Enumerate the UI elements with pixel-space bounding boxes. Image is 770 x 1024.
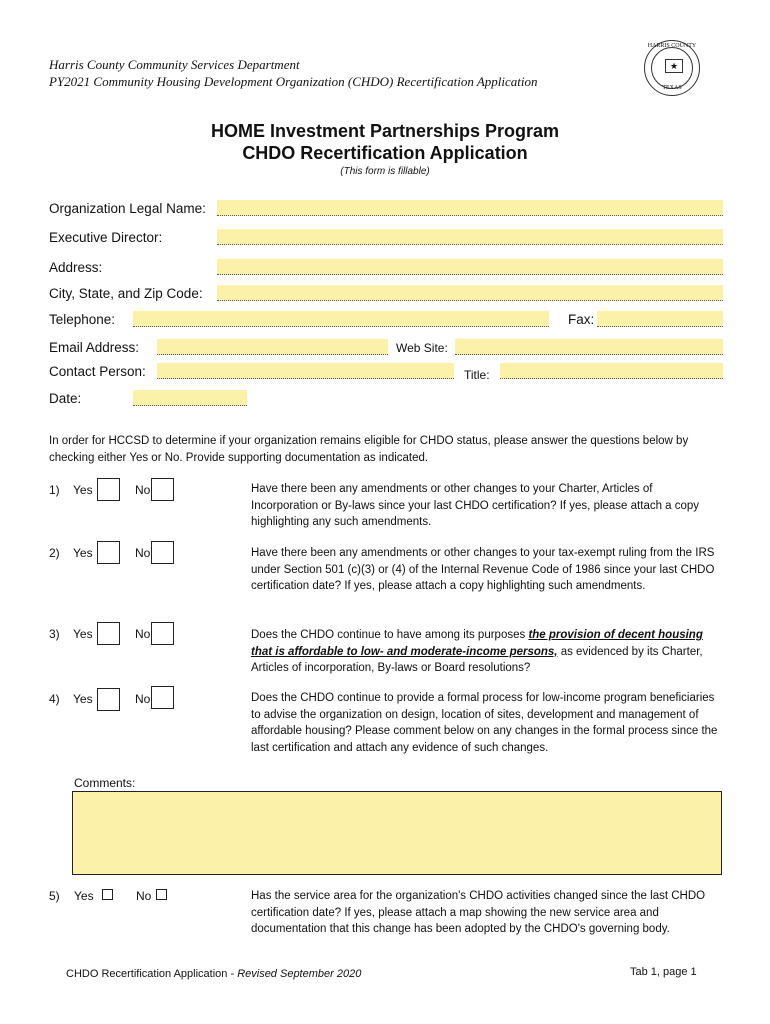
org-name-field[interactable] <box>217 200 723 216</box>
address-label: Address: <box>49 260 103 275</box>
question-3-number: 3) <box>49 627 60 641</box>
address-field[interactable] <box>217 259 723 275</box>
footer-doc-name: CHDO Recertification Application - <box>66 968 238 980</box>
question-2-number: 2) <box>49 546 60 560</box>
city-state-zip-label: City, State, and Zip Code: <box>49 286 203 301</box>
question-2-text: Have there been any amendments or other changes to your tax-exempt ruling from the IRS under Section 501 (c)(3) or (4) of the Internal Revenue Code of 1986 since your last CHDO certification date? If yes, please attach a copy highlighting such amendments. <box>251 547 715 592</box>
date-label: Date: <box>49 391 82 406</box>
question-4-number: 4) <box>49 692 60 706</box>
question-5-no-checkbox[interactable] <box>156 889 167 900</box>
question-3-no-checkbox[interactable] <box>151 622 174 645</box>
question-2-yes-checkbox[interactable] <box>97 541 120 564</box>
page-title-line2: CHDO Recertification Application <box>242 143 528 163</box>
question-5-number: 5) <box>49 889 60 903</box>
yes-label: Yes <box>73 627 93 641</box>
contact-person-field[interactable] <box>157 363 454 379</box>
website-label: Web Site: <box>396 341 448 355</box>
date-field[interactable] <box>133 390 247 406</box>
city-state-zip-field[interactable] <box>217 285 723 301</box>
question-5-text: Has the service area for the organization's CHDO activities changed since the last CHDO certification date? If yes, please attach a map showing the new service area and documentation that this change has been adopted by the CHDO's governing body. <box>251 890 706 935</box>
question-3-text <box>251 627 721 677</box>
title-label: Title: <box>464 368 490 382</box>
header-department: Harris County Community Services Department <box>49 57 300 72</box>
yes-label: Yes <box>73 692 93 706</box>
email-label: Email Address: <box>49 340 140 355</box>
question-1-no-checkbox[interactable] <box>151 478 174 501</box>
question-1-yes-checkbox[interactable] <box>97 478 120 501</box>
email-field[interactable] <box>157 339 388 355</box>
website-field[interactable] <box>455 339 723 355</box>
question-2-no-checkbox[interactable] <box>151 541 174 564</box>
seal-text-bottom: TEXAS <box>662 85 682 91</box>
telephone-label: Telephone: <box>49 312 116 327</box>
comments-textarea[interactable] <box>72 791 722 875</box>
contact-person-label: Contact Person: <box>49 364 146 379</box>
no-label: No <box>135 627 151 641</box>
no-label: No <box>135 546 151 560</box>
question-3-yes-checkbox[interactable] <box>97 622 120 645</box>
yes-label: Yes <box>73 483 93 497</box>
star-icon: ★ <box>665 59 683 73</box>
question-1-number: 1) <box>49 483 60 497</box>
yes-label: Yes <box>74 889 94 903</box>
page-title: HOME Investment Partnerships Program <box>210 121 560 141</box>
fax-field[interactable] <box>597 311 723 327</box>
no-label: No <box>135 483 151 497</box>
telephone-field[interactable] <box>133 311 549 327</box>
exec-director-field[interactable] <box>217 229 723 245</box>
exec-director-label: Executive Director: <box>49 230 163 245</box>
comments-label: Comments: <box>74 776 136 790</box>
question-4-text: Does the CHDO continue to provide a formal process for low-income program beneficiaries to advise the organization on design, location of sites, development and management of affordable housing? Please comment below on any changes in the formal process since the last certification and attach any evidence of such changes. <box>251 692 718 754</box>
question-4-no-checkbox[interactable] <box>151 686 174 709</box>
header-program: PY2021 Community Housing Development Organization (CHDO) Recertification Application <box>49 74 538 89</box>
fax-label: Fax: <box>568 312 595 327</box>
footer-page-number: Tab 1, page 1 <box>630 966 697 978</box>
question-1-text: Have there been any amendments or other changes to your Charter, Articles of Incorporation or By-laws since your last CHDO certification? If yes, please attach a copy highlighting any such amendments. <box>251 483 700 528</box>
seal-text-top: HARRIS COUNTY <box>647 43 697 49</box>
title-field[interactable] <box>500 363 723 379</box>
county-seal <box>644 40 700 96</box>
question-5-yes-checkbox[interactable] <box>102 889 113 900</box>
yes-label: Yes <box>73 546 93 560</box>
no-label: No <box>136 889 152 903</box>
question-3-text-pre: Does the CHDO continue to have among its purposes <box>251 629 529 641</box>
footer-revision <box>66 968 361 980</box>
form-subtitle: (This form is fillable) <box>340 166 430 177</box>
footer-revised-date: Revised September 2020 <box>237 968 362 980</box>
question-3-text-post: as evidenced by its Charter, Articles of incorporation, By-laws or Board resolutions? <box>251 645 703 674</box>
no-label: No <box>135 692 151 706</box>
question-3-emphasis: the provision of decent housing that is affordable to low- and moderate-income persons, <box>251 629 703 658</box>
question-4-yes-checkbox[interactable] <box>97 688 120 711</box>
instructions-paragraph: In order for HCCSD to determine if your organization remains eligible for CHDO status, please answer the questions below by checking either Yes or No. Provide supporting documentation as indicated. <box>49 435 689 464</box>
org-name-label: Organization Legal Name: <box>49 201 206 216</box>
